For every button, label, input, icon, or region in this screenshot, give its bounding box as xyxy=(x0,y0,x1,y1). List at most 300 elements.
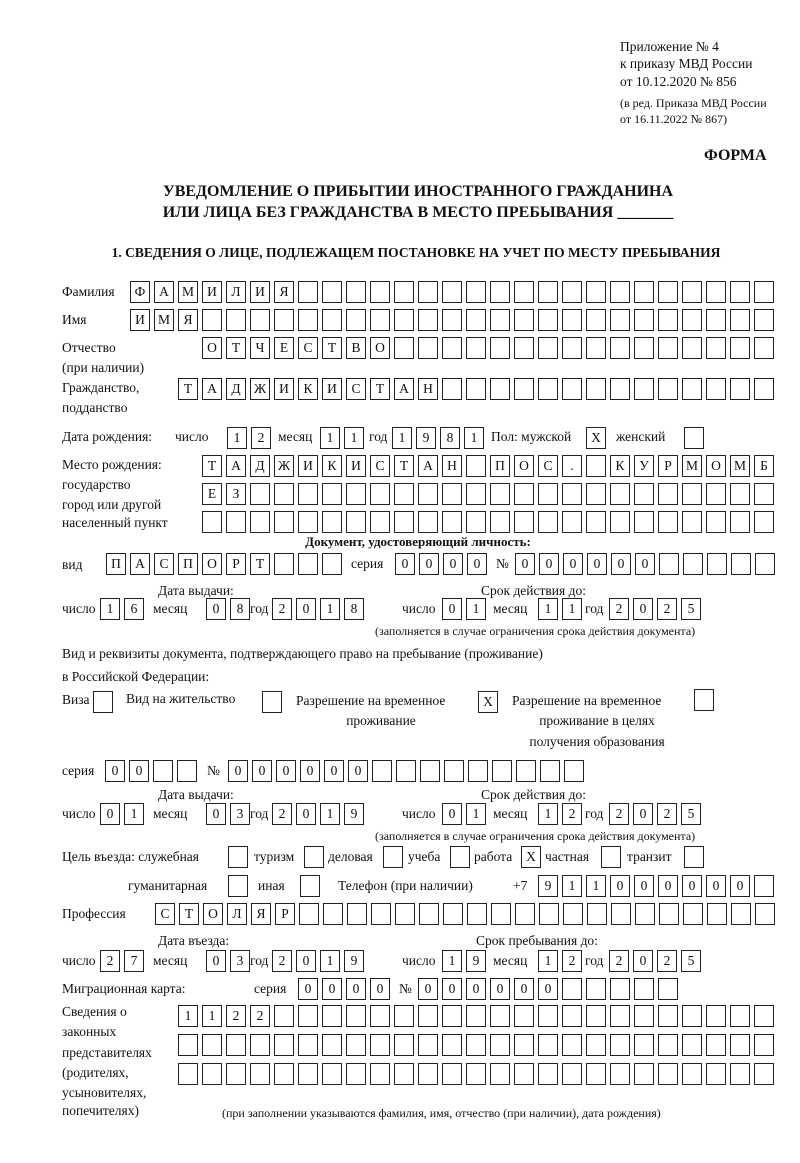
char-box[interactable] xyxy=(322,1005,342,1027)
char-box[interactable]: 1 xyxy=(538,950,558,972)
char-box[interactable]: 2 xyxy=(609,803,629,825)
char-box[interactable] xyxy=(250,1063,270,1085)
char-box[interactable]: 0 xyxy=(467,553,487,575)
char-box[interactable] xyxy=(658,1034,678,1056)
checkbox[interactable] xyxy=(694,689,714,711)
char-box[interactable] xyxy=(610,378,630,400)
char-box[interactable] xyxy=(322,483,342,505)
char-box[interactable] xyxy=(658,511,678,533)
char-box[interactable] xyxy=(491,903,511,925)
char-box[interactable]: 0 xyxy=(129,760,149,782)
char-box[interactable]: 8 xyxy=(344,598,364,620)
char-box[interactable]: 2 xyxy=(657,803,677,825)
char-box[interactable] xyxy=(586,1063,606,1085)
char-box[interactable] xyxy=(514,511,534,533)
char-box[interactable] xyxy=(706,309,726,331)
char-box[interactable]: 0 xyxy=(395,553,415,575)
char-box[interactable] xyxy=(754,1063,774,1085)
char-box[interactable]: 2 xyxy=(657,598,677,620)
char-box[interactable] xyxy=(538,1063,558,1085)
char-box[interactable]: 2 xyxy=(609,950,629,972)
char-box[interactable]: 3 xyxy=(230,803,250,825)
char-box[interactable] xyxy=(515,903,535,925)
char-box[interactable] xyxy=(634,337,654,359)
char-box[interactable] xyxy=(490,1034,510,1056)
char-box[interactable]: . xyxy=(562,455,582,477)
char-box[interactable] xyxy=(658,337,678,359)
char-box[interactable] xyxy=(322,309,342,331)
char-box[interactable]: А xyxy=(418,455,438,477)
char-box[interactable] xyxy=(730,1005,750,1027)
char-box[interactable] xyxy=(730,1034,750,1056)
char-box[interactable]: К xyxy=(322,455,342,477)
char-box[interactable] xyxy=(562,281,582,303)
char-box[interactable]: 2 xyxy=(562,950,582,972)
char-box[interactable] xyxy=(706,378,726,400)
char-box[interactable] xyxy=(226,1034,246,1056)
char-box[interactable] xyxy=(396,760,416,782)
char-box[interactable] xyxy=(634,309,654,331)
char-box[interactable] xyxy=(730,483,750,505)
char-box[interactable] xyxy=(538,309,558,331)
char-box[interactable]: 0 xyxy=(298,978,318,1000)
char-box[interactable]: О xyxy=(370,337,390,359)
char-box[interactable]: 0 xyxy=(296,803,316,825)
char-box[interactable] xyxy=(394,511,414,533)
char-box[interactable] xyxy=(226,511,246,533)
char-box[interactable]: К xyxy=(298,378,318,400)
char-box[interactable]: 2 xyxy=(226,1005,246,1027)
char-box[interactable]: 0 xyxy=(322,978,342,1000)
char-box[interactable]: 2 xyxy=(251,427,271,449)
char-box[interactable] xyxy=(444,760,464,782)
char-box[interactable]: 1 xyxy=(466,803,486,825)
char-box[interactable] xyxy=(730,378,750,400)
char-box[interactable]: 0 xyxy=(635,553,655,575)
char-box[interactable]: 3 xyxy=(230,950,250,972)
char-box[interactable]: Д xyxy=(226,378,246,400)
char-box[interactable] xyxy=(514,337,534,359)
char-box[interactable]: О xyxy=(203,903,223,925)
char-box[interactable] xyxy=(177,760,197,782)
char-box[interactable] xyxy=(586,281,606,303)
char-box[interactable] xyxy=(490,1005,510,1027)
char-box[interactable]: 8 xyxy=(230,598,250,620)
char-box[interactable]: Б xyxy=(754,455,774,477)
char-box[interactable]: 2 xyxy=(272,950,292,972)
char-box[interactable] xyxy=(466,1063,486,1085)
char-box[interactable] xyxy=(562,337,582,359)
char-box[interactable] xyxy=(539,903,559,925)
char-box[interactable] xyxy=(683,553,703,575)
char-box[interactable] xyxy=(586,511,606,533)
checkbox[interactable]: X xyxy=(478,691,498,713)
char-box[interactable]: Е xyxy=(274,337,294,359)
char-box[interactable]: 1 xyxy=(586,875,606,897)
checkbox[interactable]: X xyxy=(521,846,541,868)
char-box[interactable] xyxy=(298,483,318,505)
char-box[interactable] xyxy=(634,1005,654,1027)
char-box[interactable]: 5 xyxy=(681,598,701,620)
char-box[interactable]: М xyxy=(178,281,198,303)
char-box[interactable]: 0 xyxy=(443,553,463,575)
char-box[interactable]: Н xyxy=(418,378,438,400)
char-box[interactable] xyxy=(274,511,294,533)
char-box[interactable]: 0 xyxy=(206,950,226,972)
char-box[interactable] xyxy=(682,1005,702,1027)
char-box[interactable] xyxy=(754,309,774,331)
char-box[interactable]: Ж xyxy=(274,455,294,477)
char-box[interactable]: И xyxy=(298,455,318,477)
char-box[interactable] xyxy=(274,1005,294,1027)
char-box[interactable]: 1 xyxy=(124,803,144,825)
char-box[interactable] xyxy=(274,309,294,331)
char-box[interactable]: Т xyxy=(370,378,390,400)
char-box[interactable] xyxy=(610,1034,630,1056)
char-box[interactable] xyxy=(562,1005,582,1027)
char-box[interactable]: 0 xyxy=(296,950,316,972)
char-box[interactable]: 0 xyxy=(633,598,653,620)
char-box[interactable] xyxy=(466,337,486,359)
char-box[interactable] xyxy=(514,1063,534,1085)
char-box[interactable] xyxy=(682,309,702,331)
char-box[interactable]: 0 xyxy=(682,875,702,897)
char-box[interactable]: 0 xyxy=(633,803,653,825)
char-box[interactable]: И xyxy=(346,455,366,477)
char-box[interactable] xyxy=(635,903,655,925)
char-box[interactable]: 6 xyxy=(124,598,144,620)
char-box[interactable]: Р xyxy=(275,903,295,925)
char-box[interactable] xyxy=(634,1034,654,1056)
char-box[interactable] xyxy=(153,760,173,782)
char-box[interactable] xyxy=(370,1034,390,1056)
char-box[interactable] xyxy=(634,978,654,1000)
char-box[interactable] xyxy=(538,483,558,505)
char-box[interactable]: 2 xyxy=(250,1005,270,1027)
char-box[interactable] xyxy=(346,281,366,303)
char-box[interactable] xyxy=(418,309,438,331)
char-box[interactable] xyxy=(346,1063,366,1085)
char-box[interactable] xyxy=(731,553,751,575)
char-box[interactable] xyxy=(540,760,560,782)
char-box[interactable] xyxy=(419,903,439,925)
char-box[interactable]: 1 xyxy=(442,950,462,972)
char-box[interactable] xyxy=(490,309,510,331)
char-box[interactable]: К xyxy=(610,455,630,477)
char-box[interactable] xyxy=(658,1063,678,1085)
char-box[interactable] xyxy=(610,978,630,1000)
char-box[interactable]: О xyxy=(514,455,534,477)
char-box[interactable] xyxy=(658,281,678,303)
char-box[interactable] xyxy=(394,1063,414,1085)
char-box[interactable] xyxy=(730,1063,750,1085)
char-box[interactable] xyxy=(634,1063,654,1085)
char-box[interactable] xyxy=(298,1063,318,1085)
char-box[interactable] xyxy=(420,760,440,782)
char-box[interactable] xyxy=(682,281,702,303)
char-box[interactable]: 1 xyxy=(464,427,484,449)
char-box[interactable]: 0 xyxy=(442,978,462,1000)
char-box[interactable] xyxy=(490,378,510,400)
char-box[interactable]: 0 xyxy=(515,553,535,575)
char-box[interactable]: 1 xyxy=(320,598,340,620)
char-box[interactable]: 0 xyxy=(611,553,631,575)
char-box[interactable]: 1 xyxy=(320,803,340,825)
char-box[interactable] xyxy=(587,903,607,925)
char-box[interactable]: 0 xyxy=(610,875,630,897)
char-box[interactable] xyxy=(586,483,606,505)
char-box[interactable] xyxy=(394,1034,414,1056)
char-box[interactable] xyxy=(490,281,510,303)
char-box[interactable] xyxy=(466,309,486,331)
char-box[interactable] xyxy=(322,281,342,303)
char-box[interactable] xyxy=(298,1034,318,1056)
char-box[interactable] xyxy=(586,978,606,1000)
char-box[interactable]: М xyxy=(730,455,750,477)
char-box[interactable] xyxy=(346,309,366,331)
char-box[interactable] xyxy=(706,281,726,303)
char-box[interactable] xyxy=(178,1034,198,1056)
char-box[interactable]: 2 xyxy=(609,598,629,620)
char-box[interactable]: С xyxy=(298,337,318,359)
char-box[interactable] xyxy=(370,309,390,331)
char-box[interactable] xyxy=(538,511,558,533)
char-box[interactable] xyxy=(610,337,630,359)
char-box[interactable] xyxy=(754,483,774,505)
char-box[interactable]: Я xyxy=(274,281,294,303)
char-box[interactable] xyxy=(442,1005,462,1027)
char-box[interactable]: Т xyxy=(322,337,342,359)
char-box[interactable] xyxy=(274,483,294,505)
char-box[interactable]: 9 xyxy=(466,950,486,972)
char-box[interactable]: 2 xyxy=(272,598,292,620)
char-box[interactable] xyxy=(418,1063,438,1085)
char-box[interactable] xyxy=(322,553,342,575)
char-box[interactable] xyxy=(178,1063,198,1085)
char-box[interactable]: 2 xyxy=(657,950,677,972)
char-box[interactable] xyxy=(564,760,584,782)
char-box[interactable] xyxy=(754,378,774,400)
char-box[interactable] xyxy=(754,511,774,533)
char-box[interactable]: Я xyxy=(251,903,271,925)
char-box[interactable]: 0 xyxy=(539,553,559,575)
char-box[interactable] xyxy=(562,511,582,533)
char-box[interactable]: А xyxy=(130,553,150,575)
char-box[interactable] xyxy=(610,281,630,303)
char-box[interactable] xyxy=(370,281,390,303)
char-box[interactable]: 8 xyxy=(440,427,460,449)
char-box[interactable] xyxy=(466,483,486,505)
char-box[interactable]: 0 xyxy=(490,978,510,1000)
char-box[interactable] xyxy=(634,378,654,400)
char-box[interactable] xyxy=(754,1034,774,1056)
char-box[interactable]: И xyxy=(250,281,270,303)
char-box[interactable] xyxy=(586,337,606,359)
char-box[interactable] xyxy=(466,1034,486,1056)
char-box[interactable] xyxy=(322,511,342,533)
char-box[interactable]: 0 xyxy=(706,875,726,897)
char-box[interactable] xyxy=(274,553,294,575)
char-box[interactable]: 0 xyxy=(348,760,368,782)
char-box[interactable]: 1 xyxy=(562,875,582,897)
char-box[interactable]: 0 xyxy=(563,553,583,575)
char-box[interactable] xyxy=(730,511,750,533)
char-box[interactable] xyxy=(610,511,630,533)
char-box[interactable] xyxy=(442,483,462,505)
char-box[interactable] xyxy=(562,978,582,1000)
char-box[interactable]: М xyxy=(154,309,174,331)
char-box[interactable] xyxy=(563,903,583,925)
char-box[interactable] xyxy=(394,483,414,505)
char-box[interactable]: 1 xyxy=(202,1005,222,1027)
char-box[interactable] xyxy=(394,281,414,303)
char-box[interactable]: О xyxy=(706,455,726,477)
char-box[interactable] xyxy=(514,483,534,505)
char-box[interactable]: 5 xyxy=(681,950,701,972)
char-box[interactable]: 0 xyxy=(346,978,366,1000)
char-box[interactable] xyxy=(490,483,510,505)
char-box[interactable] xyxy=(466,1005,486,1027)
char-box[interactable]: А xyxy=(394,378,414,400)
char-box[interactable] xyxy=(250,1034,270,1056)
char-box[interactable] xyxy=(538,1034,558,1056)
char-box[interactable] xyxy=(706,1034,726,1056)
char-box[interactable]: П xyxy=(106,553,126,575)
char-box[interactable]: 0 xyxy=(228,760,248,782)
checkbox[interactable] xyxy=(228,875,248,897)
checkbox[interactable] xyxy=(601,846,621,868)
char-box[interactable]: 0 xyxy=(538,978,558,1000)
char-box[interactable]: 0 xyxy=(442,598,462,620)
char-box[interactable] xyxy=(274,1034,294,1056)
checkbox[interactable] xyxy=(304,846,324,868)
checkbox[interactable] xyxy=(93,691,113,713)
char-box[interactable]: И xyxy=(202,281,222,303)
char-box[interactable]: Р xyxy=(658,455,678,477)
char-box[interactable] xyxy=(418,483,438,505)
char-box[interactable]: Е xyxy=(202,483,222,505)
char-box[interactable] xyxy=(298,1005,318,1027)
char-box[interactable] xyxy=(418,511,438,533)
char-box[interactable]: Т xyxy=(178,378,198,400)
char-box[interactable] xyxy=(538,281,558,303)
char-box[interactable] xyxy=(706,1005,726,1027)
char-box[interactable]: 1 xyxy=(320,427,340,449)
char-box[interactable]: А xyxy=(226,455,246,477)
char-box[interactable] xyxy=(346,483,366,505)
char-box[interactable]: 0 xyxy=(466,978,486,1000)
char-box[interactable]: 0 xyxy=(252,760,272,782)
char-box[interactable] xyxy=(370,511,390,533)
char-box[interactable] xyxy=(586,309,606,331)
checkbox[interactable] xyxy=(300,875,320,897)
char-box[interactable] xyxy=(466,511,486,533)
checkbox[interactable] xyxy=(684,427,704,449)
char-box[interactable]: 2 xyxy=(562,803,582,825)
char-box[interactable]: 1 xyxy=(538,598,558,620)
char-box[interactable] xyxy=(322,1063,342,1085)
char-box[interactable] xyxy=(562,483,582,505)
char-box[interactable] xyxy=(418,337,438,359)
char-box[interactable]: 0 xyxy=(634,875,654,897)
char-box[interactable] xyxy=(730,309,750,331)
char-box[interactable] xyxy=(370,483,390,505)
char-box[interactable] xyxy=(707,553,727,575)
checkbox[interactable] xyxy=(684,846,704,868)
char-box[interactable] xyxy=(514,1005,534,1027)
char-box[interactable] xyxy=(707,903,727,925)
char-box[interactable]: Ч xyxy=(250,337,270,359)
char-box[interactable] xyxy=(346,1005,366,1027)
char-box[interactable]: 1 xyxy=(227,427,247,449)
char-box[interactable]: П xyxy=(178,553,198,575)
char-box[interactable] xyxy=(323,903,343,925)
char-box[interactable]: С xyxy=(538,455,558,477)
char-box[interactable] xyxy=(754,337,774,359)
char-box[interactable] xyxy=(730,337,750,359)
char-box[interactable]: Т xyxy=(226,337,246,359)
char-box[interactable] xyxy=(658,483,678,505)
char-box[interactable] xyxy=(658,309,678,331)
char-box[interactable]: 1 xyxy=(344,427,364,449)
char-box[interactable]: Ж xyxy=(250,378,270,400)
char-box[interactable] xyxy=(514,309,534,331)
checkbox[interactable] xyxy=(450,846,470,868)
char-box[interactable] xyxy=(682,1063,702,1085)
char-box[interactable] xyxy=(658,1005,678,1027)
char-box[interactable]: Д xyxy=(250,455,270,477)
char-box[interactable] xyxy=(226,1063,246,1085)
char-box[interactable] xyxy=(538,337,558,359)
char-box[interactable]: 0 xyxy=(633,950,653,972)
char-box[interactable]: 9 xyxy=(416,427,436,449)
char-box[interactable] xyxy=(610,309,630,331)
char-box[interactable] xyxy=(682,337,702,359)
char-box[interactable]: 0 xyxy=(658,875,678,897)
char-box[interactable] xyxy=(731,903,751,925)
char-box[interactable]: 1 xyxy=(178,1005,198,1027)
char-box[interactable]: С xyxy=(155,903,175,925)
char-box[interactable] xyxy=(611,903,631,925)
char-box[interactable] xyxy=(298,281,318,303)
char-box[interactable] xyxy=(370,1005,390,1027)
char-box[interactable] xyxy=(634,511,654,533)
char-box[interactable]: Т xyxy=(179,903,199,925)
char-box[interactable]: Т xyxy=(250,553,270,575)
char-box[interactable]: Л xyxy=(226,281,246,303)
checkbox[interactable] xyxy=(228,846,248,868)
char-box[interactable]: 5 xyxy=(681,803,701,825)
char-box[interactable] xyxy=(706,483,726,505)
char-box[interactable]: Ф xyxy=(130,281,150,303)
checkbox[interactable] xyxy=(383,846,403,868)
char-box[interactable] xyxy=(299,903,319,925)
char-box[interactable]: 0 xyxy=(276,760,296,782)
char-box[interactable] xyxy=(250,483,270,505)
char-box[interactable] xyxy=(490,1063,510,1085)
char-box[interactable] xyxy=(706,1063,726,1085)
char-box[interactable]: И xyxy=(274,378,294,400)
char-box[interactable]: 0 xyxy=(206,803,226,825)
checkbox[interactable]: X xyxy=(586,427,606,449)
char-box[interactable] xyxy=(562,1034,582,1056)
char-box[interactable]: З xyxy=(226,483,246,505)
char-box[interactable] xyxy=(466,378,486,400)
char-box[interactable] xyxy=(298,553,318,575)
char-box[interactable] xyxy=(659,553,679,575)
char-box[interactable]: М xyxy=(682,455,702,477)
char-box[interactable]: 9 xyxy=(538,875,558,897)
